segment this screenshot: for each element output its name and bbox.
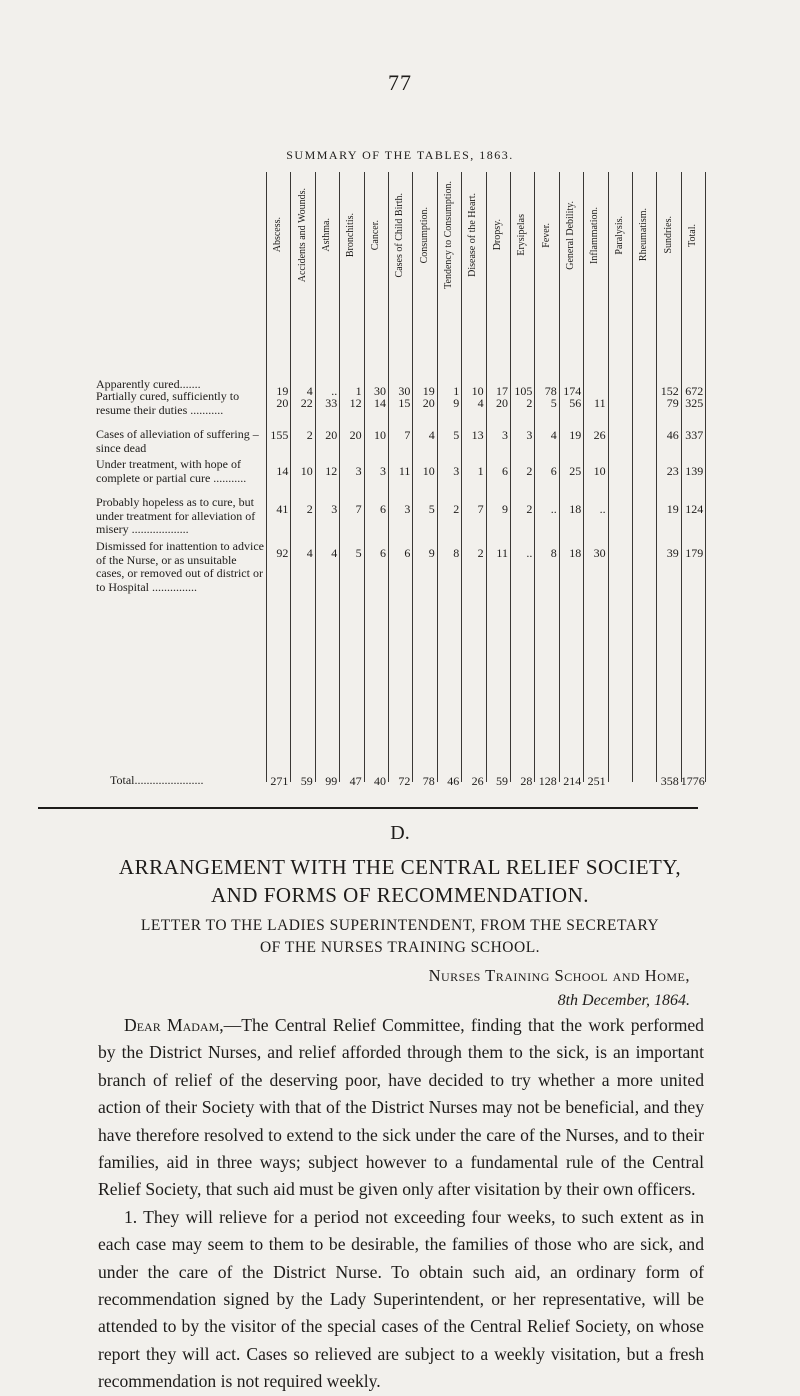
- table-cell: 15: [398, 396, 411, 410]
- table-cell: 10: [373, 428, 386, 442]
- table-cell: 1: [355, 384, 362, 398]
- table-cell: 9: [428, 546, 435, 560]
- column-header: [486, 180, 510, 290]
- column-header: [681, 180, 705, 290]
- table-cell: 358: [660, 774, 679, 788]
- table-cell: 8: [550, 546, 557, 560]
- table-cell: 8: [453, 546, 460, 560]
- table-cell: 1: [477, 464, 484, 478]
- column-header: [534, 180, 558, 290]
- table-cell: 5: [428, 502, 435, 516]
- section-heading-line1: ARRANGEMENT WITH THE CENTRAL RELIEF SOCIETY,: [118, 855, 682, 879]
- table-cell: 5: [453, 428, 460, 442]
- table-cell: 18: [569, 546, 582, 560]
- date-line: 8th December, 1864.: [557, 992, 690, 1009]
- column-header-text: General Debility.: [564, 200, 576, 270]
- column-header: [266, 180, 290, 290]
- table-cell: 672: [685, 384, 704, 398]
- table-cell: 155: [270, 428, 289, 442]
- summary-table: [96, 172, 705, 812]
- table-cell: 2: [526, 502, 533, 516]
- table-cell: 152: [660, 384, 679, 398]
- table-cell: 18: [569, 502, 582, 516]
- column-header: [656, 180, 680, 290]
- table-cell: 78: [422, 774, 435, 788]
- column-header-text: Inflammation.: [589, 206, 601, 264]
- table-cell: 20: [422, 396, 435, 410]
- paragraph-2: 1. They will relieve for a period not exceeding four weeks, to such extent as in each case may seem to them to be desirable, the families of those who are sick, and under the care of the District Nurse. To obtain such aid, an ordinary form of recommendation signed by the Lady Superintendent, or her representative, will be attended to by the visitor of the special cases of the Central Relief Society, on whose report they will act. Cases so relieved are subject to a weekly visitation, but a fresh recommendation is not required weekly.: [98, 1206, 704, 1392]
- table-cell: ..: [331, 384, 338, 398]
- table-cell: 25: [569, 464, 582, 478]
- page-number: 77: [388, 70, 412, 95]
- table-cell: 20: [349, 428, 362, 442]
- row-label: Dismissed for inattention to advice of the Nurse, or as unsuitable cases, or removed out of district or to Hospital ...............: [96, 539, 264, 594]
- table-cell: 4: [306, 546, 313, 560]
- table-cell: 19: [422, 384, 435, 398]
- table-cell: 10: [300, 464, 313, 478]
- table-cell: 41: [276, 502, 289, 516]
- table-bottom-rule: [38, 807, 698, 809]
- column-header-text: Erysipelas: [516, 214, 528, 256]
- table-cell: 40: [373, 774, 386, 788]
- column-header-text: Rheumatism.: [638, 208, 650, 262]
- column-header: [608, 180, 632, 290]
- table-cell: 214: [563, 774, 582, 788]
- column-header-text: Total.: [686, 223, 698, 247]
- column-header: [315, 180, 339, 290]
- letter-intro-line1: LETTER TO THE LADIES SUPERINTENDENT, FROM THE SECRETARY: [140, 917, 660, 934]
- table-cell: 3: [501, 428, 508, 442]
- table-cell: 28: [520, 774, 533, 788]
- table-cell: 4: [331, 546, 338, 560]
- table-cell: 3: [453, 464, 460, 478]
- table-cell: 271: [270, 774, 289, 788]
- table-cell: 59: [495, 774, 508, 788]
- table-cell: 10: [422, 464, 435, 478]
- table-cell: 1776: [680, 774, 705, 788]
- table-cell: 337: [685, 428, 704, 442]
- column-header-text: Asthma.: [320, 218, 332, 252]
- table-cell: 105: [514, 384, 533, 398]
- table-cell: 11: [496, 546, 508, 560]
- table-cell: 6: [379, 502, 386, 516]
- table-cell: 17: [495, 384, 508, 398]
- table-cell: 325: [685, 396, 704, 410]
- table-cell: 5: [355, 546, 362, 560]
- column-header: [510, 180, 534, 290]
- column-header: [437, 180, 461, 290]
- table-cell: 79: [666, 396, 679, 410]
- table-cell: 6: [404, 546, 411, 560]
- table-cell: 9: [501, 502, 508, 516]
- total-label: Total.......................: [110, 773, 204, 787]
- table-cell: 23: [666, 464, 679, 478]
- table-cell: 2: [477, 546, 484, 560]
- table-cell: 7: [404, 428, 411, 442]
- row-label: Probably hopeless as to cure, but under treatment for alleviation of misery ...................: [96, 495, 256, 536]
- table-cell: 20: [276, 396, 289, 410]
- table-cell: 26: [593, 428, 606, 442]
- table-cell: 2: [306, 428, 313, 442]
- table-cell: 10: [471, 384, 484, 398]
- table-cell: 3: [331, 502, 338, 516]
- paragraph-1-text: —The Central Relief Committee, finding that the work performed by the District Nurses, and relief afforded through them to the sick, is an important branch of relief of the deserving poor, have decided to try whether a more united action of their Society with that of the District Nurses may not be beneficial, and they have therefore resolved to extend to the sick under the care of the Nurses, and to their families, aid in three ways; subject however to a fundamental rule of the Central Relief Society, that such aid must be given only after visitation by their own officers.: [98, 1015, 704, 1200]
- table-cell: 30: [398, 384, 411, 398]
- column-header: [412, 180, 436, 290]
- table-cell: 19: [569, 428, 582, 442]
- column-header-text: Sundries.: [662, 216, 674, 254]
- table-cell: 30: [593, 546, 606, 560]
- column-header: [364, 180, 388, 290]
- column-header: [290, 180, 314, 290]
- column-rule: [705, 172, 706, 782]
- table-cell: 13: [471, 428, 484, 442]
- table-cell: 19: [276, 384, 289, 398]
- table-cell: 11: [398, 464, 411, 478]
- table-cell: 78: [544, 384, 557, 398]
- section-heading-line2: AND FORMS OF RECOMMENDATION.: [210, 883, 590, 907]
- table-cell: 4: [550, 428, 557, 442]
- table-cell: 14: [373, 396, 386, 410]
- table-cell: 7: [355, 502, 362, 516]
- table-cell: 99: [325, 774, 338, 788]
- column-header-text: Abscess.: [272, 217, 284, 253]
- table-cell: 2: [306, 502, 313, 516]
- column-header-text: Consumption.: [418, 206, 430, 264]
- table-cell: 26: [471, 774, 484, 788]
- table-cell: 2: [453, 502, 460, 516]
- table-cell: 33: [325, 396, 338, 410]
- column-header-text: Bronchitis.: [345, 212, 357, 258]
- column-header: [583, 180, 607, 290]
- table-cell: 6: [379, 546, 386, 560]
- sender: Nurses Training School and Home,: [428, 966, 690, 985]
- table-cell: 92: [276, 546, 289, 560]
- table-cell: 1: [453, 384, 460, 398]
- table-cell: 3: [526, 428, 533, 442]
- column-header: [388, 180, 412, 290]
- table-cell: 19: [666, 502, 679, 516]
- table-cell: 46: [447, 774, 460, 788]
- table-cell: 72: [398, 774, 411, 788]
- row-label: Partially cured, sufficiently to resume their duties ...........: [96, 389, 240, 417]
- column-header: [559, 180, 583, 290]
- table-cell: 9: [453, 396, 460, 410]
- letter-intro-line2: OF THE NURSES TRAINING SCHOOL.: [259, 939, 541, 956]
- column-header-text: Accidents and Wounds.: [296, 187, 308, 283]
- table-cell: 20: [495, 396, 508, 410]
- row-label: Under treatment, with hope of complete or partial cure ...........: [96, 457, 247, 485]
- column-header-text: Paralysis.: [613, 215, 625, 255]
- table-cell: 11: [594, 396, 606, 410]
- column-header-text: Fever.: [540, 222, 552, 248]
- table-cell: 10: [593, 464, 606, 478]
- column-header: [461, 180, 485, 290]
- table-cell: 174: [563, 384, 582, 398]
- column-header-text: Dropsy.: [491, 219, 503, 251]
- table-cell: 30: [373, 384, 386, 398]
- table-title: SUMMARY OF THE TABLES, 1863.: [286, 148, 514, 162]
- row-label: Apparently cured.......: [96, 377, 201, 391]
- table-cell: 12: [325, 464, 338, 478]
- table-cell: 39: [666, 546, 679, 560]
- table-cell: 128: [538, 774, 557, 788]
- table-cell: 14: [276, 464, 289, 478]
- paragraph-1: [98, 1012, 704, 1204]
- column-header-text: Tendency to Consumption.: [442, 181, 454, 289]
- table-cell: 4: [477, 396, 484, 410]
- table-cell: ..: [526, 546, 533, 560]
- column-header-text: Disease of the Heart.: [467, 193, 479, 277]
- column-header: [339, 180, 363, 290]
- table-cell: 3: [355, 464, 362, 478]
- letter-body: [98, 1012, 704, 1396]
- column-header: [632, 180, 656, 290]
- salutation: Dear Madam,: [124, 1015, 224, 1035]
- row-label: Cases of alleviation of suffering – since dead: [96, 427, 259, 455]
- table-cell: 6: [550, 464, 557, 478]
- table-cell: 59: [300, 774, 313, 788]
- table-cell: 20: [325, 428, 338, 442]
- table-cell: 47: [349, 774, 362, 788]
- table-cell: ..: [550, 502, 557, 516]
- table-cell: 3: [404, 502, 411, 516]
- column-header-text: Cases of Child Birth.: [394, 192, 406, 278]
- table-cell: 5: [550, 396, 557, 410]
- table-cell: 12: [349, 396, 362, 410]
- table-cell: 4: [428, 428, 435, 442]
- table-cell: 22: [300, 396, 313, 410]
- table-cell: 4: [306, 384, 313, 398]
- table-cell: ..: [599, 502, 606, 516]
- column-header-text: Cancer.: [369, 219, 381, 251]
- table-cell: 2: [526, 464, 533, 478]
- table-cell: 56: [569, 396, 582, 410]
- table-cell: 251: [587, 774, 606, 788]
- table-cell: 7: [477, 502, 484, 516]
- table-cell: 2: [526, 396, 533, 410]
- section-letter: D.: [390, 822, 410, 844]
- table-cell: 179: [685, 546, 704, 560]
- table-cell: 124: [685, 502, 704, 516]
- table-cell: 46: [666, 428, 679, 442]
- table-cell: 6: [501, 464, 508, 478]
- table-cell: 139: [685, 464, 704, 478]
- table-cell: 3: [379, 464, 386, 478]
